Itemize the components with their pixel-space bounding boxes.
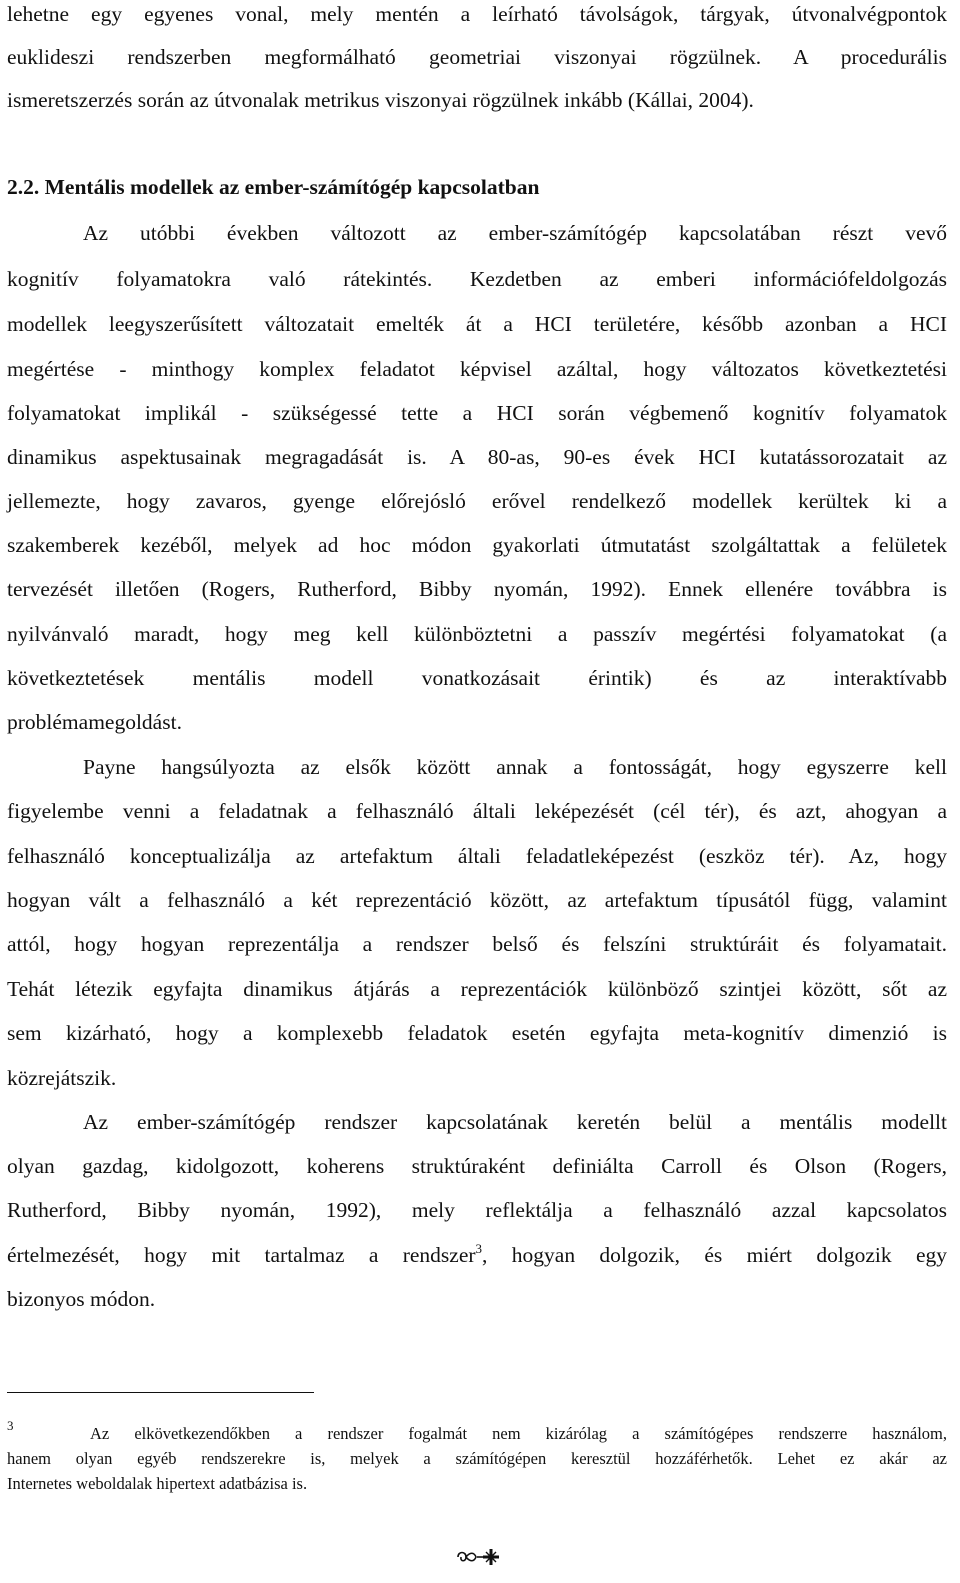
footnote-reference[interactable]: 3 <box>475 1241 483 1256</box>
footnote-line: Az elkövetkezendőkben a rendszer fogalmát nem kizárólag a számítógépes rendszerre használom, <box>90 1424 947 1443</box>
paragraph1-line: tervezését illetően (Rogers, Rutherford, Bibby nyomán, 1992). Ennek ellenére továbbra is <box>7 577 947 601</box>
paragraph3-line: Rutherford, Bibby nyomán, 1992), mely reflektálja a felhasználó azzal kapcsolatos <box>7 1198 947 1222</box>
paragraph1-line: folyamatokat implikál - szükségessé tette a HCI során végbemenő kognitív folyamatok <box>7 401 947 425</box>
intro-line: lehetne egy egyenes vonal, mely mentén a leírható távolságok, tárgyak, útvonalvégpontok <box>7 2 947 26</box>
paragraph1-line: modellek leegyszerűsített változatait emelték át a HCI területére, később azonban a HCI <box>7 312 947 336</box>
paragraph1-line: kognitív folyamatokra való rátekintés. Kezdetben az emberi információfeldolgozás <box>7 267 947 291</box>
paragraph1-line: szakemberek kezéből, melyek ad hoc módon gyakorlati útmutatást szolgáltattak a felületek <box>7 533 947 557</box>
intro-line: ismeretszerzés során az útvonalak metrikus viszonyai rögzülnek inkább (Kállai, 2004). <box>7 88 754 112</box>
paragraph2-line: sem kizárható, hogy a komplexebb feladatok esetén egyfajta meta-kognitív dimenzió is <box>7 1021 947 1045</box>
footnote-line: hanem olyan egyéb rendszerekre is, melyek a számítógépen keresztül hozzáférhetők. Lehet ez akár az <box>7 1449 947 1468</box>
footnote-line: Internetes weboldalak hipertext adatbázisa is. <box>7 1474 308 1493</box>
paragraph2-line: figyelembe venni a feladatnak a felhasználó általi leképezését (cél tér), és azt, ahogyan a <box>7 799 947 823</box>
paragraph1-line: Az utóbbi években változott az ember-számítógép kapcsolatában részt vevő <box>83 221 947 245</box>
ornament-icon <box>455 1547 503 1567</box>
paragraph3-text: , hogyan dolgozik, és miért dolgozik egy <box>482 1243 947 1267</box>
footnote-number: 3 <box>7 1418 14 1433</box>
paragraph1-line: dinamikus aspektusainak megragadását is. A 80-as, 90-es évek HCI kutatássorozatait az <box>7 445 947 469</box>
section-heading: 2.2. Mentális modellek az ember-számítógép kapcsolatban <box>7 175 540 199</box>
paragraph3-line: olyan gazdag, kidolgozott, koherens struktúraként definiálta Carroll és Olson (Rogers, <box>7 1154 947 1178</box>
paragraph3-line: bizonyos módon. <box>7 1287 156 1311</box>
paragraph1-line: problémamegoldást. <box>7 710 182 734</box>
paragraph2-line: Tehát létezik egyfajta dinamikus átjárás a reprezentációk különböző szintjei között, sőt az <box>7 977 947 1001</box>
paragraph2-line: hogyan vált a felhasználó a két reprezentáció között, az artefaktum típusától függ, valamint <box>7 888 947 912</box>
paragraph1-line: következtetések mentális modell vonatkozásait érintik) és az interaktívabb <box>7 666 947 690</box>
paragraph1-line: jellemezte, hogy zavaros, gyenge előrejósló erővel rendelkező modellek kerültek ki a <box>7 489 947 513</box>
paragraph1-line: nyilvánvaló maradt, hogy meg kell különböztetni a passzív megértési folyamatokat (a <box>7 622 947 646</box>
intro-line: euklideszi rendszerben megformálható geometriai viszonyai rögzülnek. A procedurális <box>7 45 947 69</box>
paragraph3-text: értelmezését, hogy mit tartalmaz a rendszer <box>7 1243 476 1267</box>
paragraph2-line: felhasználó konceptualizálja az artefaktum általi feladatleképezést (eszköz tér). Az, hogy <box>7 844 947 868</box>
paragraph3-line: Az ember-számítógép rendszer kapcsolatának keretén belül a mentális modellt <box>83 1110 947 1134</box>
paragraph2-line: attól, hogy hogyan reprezentálja a rendszer belső és felszíni struktúráit és folyamatait. <box>7 932 947 956</box>
paragraph3-line <box>7 1241 947 1269</box>
paragraph2-line: közrejátszik. <box>7 1066 117 1090</box>
paragraph1-line: megértése - minthogy komplex feladatot képvisel azáltal, hogy változatos következtetési <box>7 357 947 381</box>
paragraph2-line: Payne hangsúlyozta az elsők között annak a fontosságát, hogy egyszerre kell <box>83 755 947 779</box>
footnote-divider <box>7 1392 314 1393</box>
